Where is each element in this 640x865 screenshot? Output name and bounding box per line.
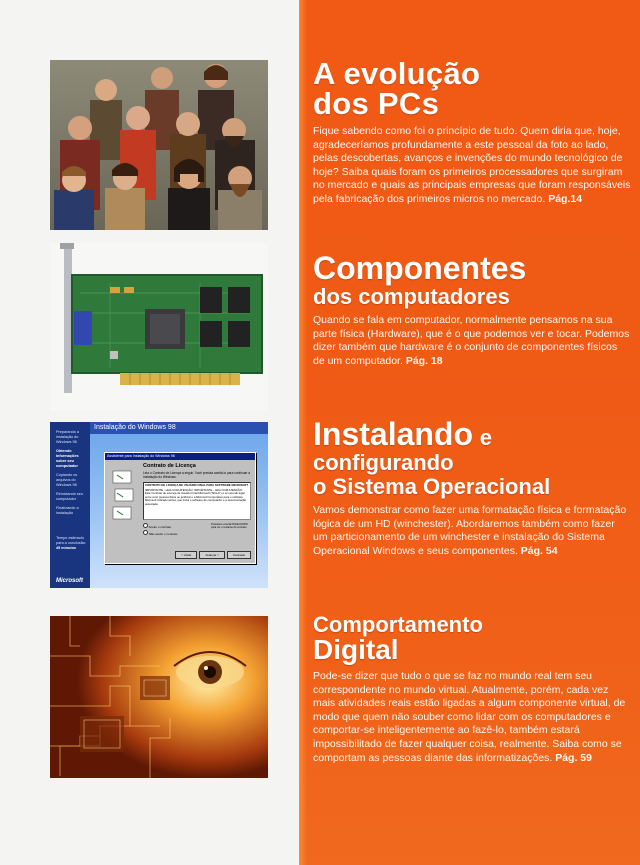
article-body-text: Pode-se dizer que tudo o que se faz no mundo real tem seu correspondente no mundo virtual. Atualmente, porém, cada vez mais atividades reais estão ligadas a algum componente virtual, de modo que quem não souber como lidar com os computadores e comportar-se inteligentemente ao fazê-lo, também estará impossibilitado de fazer qualquer coisa, realmente. Saiba como se comportam as pessoas diante das informatizações. <box>313 670 626 764</box>
accept-label: Aceito o contrato <box>148 525 172 529</box>
install-step: Copiando os arquivos do Windows 98 <box>56 473 78 487</box>
article-os-install <box>313 418 631 558</box>
article-body <box>313 314 631 368</box>
article-body <box>313 504 631 558</box>
decline-label: Não aceito o contrato <box>148 532 178 536</box>
page-down-hint: Pressione a tecla PAGE DOWN para ver o restante do contrato. <box>211 523 248 530</box>
page-reference: Pág. 54 <box>520 544 558 557</box>
circuit-eye-illustration <box>50 616 268 778</box>
article-title-line: Comportamento <box>313 612 483 637</box>
article-evolution <box>313 58 631 207</box>
group-photo-illustration <box>50 60 268 230</box>
article-title-line: Instalando <box>313 416 474 452</box>
install-time-label: Tempo estimado para a conclusão: <box>56 536 86 545</box>
cancel-button[interactable]: Cancelar <box>227 551 251 559</box>
article-title <box>313 418 631 498</box>
license-dialog <box>104 452 256 564</box>
accept-radio[interactable] <box>143 523 148 528</box>
graphics-card-illustration <box>50 243 268 411</box>
decline-option[interactable] <box>143 530 177 537</box>
license-documents-icon <box>109 467 139 527</box>
install-step: Reiniciando seu computador <box>56 492 84 501</box>
article-title-line: A evolução <box>313 56 481 91</box>
page-reference: Pág.14 <box>548 192 583 205</box>
left-column <box>0 0 299 865</box>
digital-behavior-artwork <box>50 616 268 778</box>
back-button[interactable]: < Voltar <box>175 551 197 559</box>
page-reference: Pág. 18 <box>405 354 443 367</box>
install-step: Obtendo informações sobre seu computador <box>56 449 79 468</box>
article-body-text: Fique sabendo como foi o princípio de tudo. Quem diria que, hoje, agradeceríamos profundamente a este pessoal da foto ao lado, pelas descobertas, avanços e invenções do mundo tecnológico de hoje? Saiba quais foram os primeiros processadores que surgiram no mercado e quais as principais empresas que foram responsáveis pela fabricação dos primeiros micros no mercado. <box>313 125 631 205</box>
article-title-line: dos PCs <box>313 86 440 121</box>
article-title <box>313 252 631 308</box>
article-components <box>313 252 631 368</box>
dialog-title-bar: Assistente para Instalação do Windows 98 <box>105 453 255 460</box>
article-title-line: o Sistema Operacional <box>313 474 551 499</box>
license-intro: Leia o Contrato de Licença a seguir. Você precisa aceitá-lo para continuar a Instalação do Windows. <box>143 471 251 479</box>
article-title-line: Digital <box>313 634 399 665</box>
install-time-value: 45 minutos <box>56 546 77 550</box>
article-title-line: Componentes <box>313 250 527 286</box>
article-body-text: Quando se fala em computador, normalmente pensamos na sua parte física (Hardware), que é o que podemos ver e tocar. Podemos dizer também que hardware é o conjunto de componentes físicos de um computador. <box>313 314 630 367</box>
install-step: Finalizando a instalação <box>56 506 79 515</box>
install-sidebar <box>50 422 90 588</box>
article-title-line: dos computadores <box>313 284 510 309</box>
article-body <box>313 670 631 765</box>
accept-option[interactable] <box>143 523 177 530</box>
license-text: CONTRATO DE LICENÇA DE USUÁRIO FINAL PARA SOFTWARE MICROSOFT <box>145 483 249 487</box>
decline-radio[interactable] <box>143 530 148 535</box>
article-digital-behavior <box>313 614 631 765</box>
article-title-line: configurando <box>313 450 454 475</box>
license-heading: Contrato de Licença <box>143 463 196 469</box>
install-title-bar <box>88 422 268 434</box>
article-title <box>313 614 631 664</box>
graphics-card-photo <box>50 243 268 411</box>
install-window-title: Instalação do Windows 98 <box>94 424 176 431</box>
group-photo <box>50 60 268 230</box>
license-notice: IMPORTANTE - LEIA COM ATENÇÃO: IMPORTANTE - LEIA COM ATENÇÃO: Este Contrato de Licença de Usuário Final Microsoft ("EULA") é um acordo legal entre você (pessoa física ou jurídica) e a Microsoft Corporation para o software Microsoft indicado acima, que inclui o software de computador e a documentação associada. <box>145 487 247 506</box>
article-body <box>313 125 631 207</box>
article-body-text: Vamos demonstrar como fazer uma formatação física e formatação lógica de um HD (winchester). Abordaremos também como fazer um particionamento de um winchester e instalação do Sistema Operacional Windows e seus componentes. <box>313 504 627 557</box>
install-step: Preparando a instalação do Windows 98 <box>56 430 80 444</box>
license-textbox[interactable] <box>143 482 251 520</box>
page-reference: Pág. 59 <box>555 751 592 764</box>
article-title-suffix: e <box>479 425 492 450</box>
article-title <box>313 58 631 119</box>
windows-install-screenshot <box>50 422 268 588</box>
next-button[interactable]: Avançar > <box>199 551 225 559</box>
microsoft-logo: Microsoft <box>56 578 83 584</box>
